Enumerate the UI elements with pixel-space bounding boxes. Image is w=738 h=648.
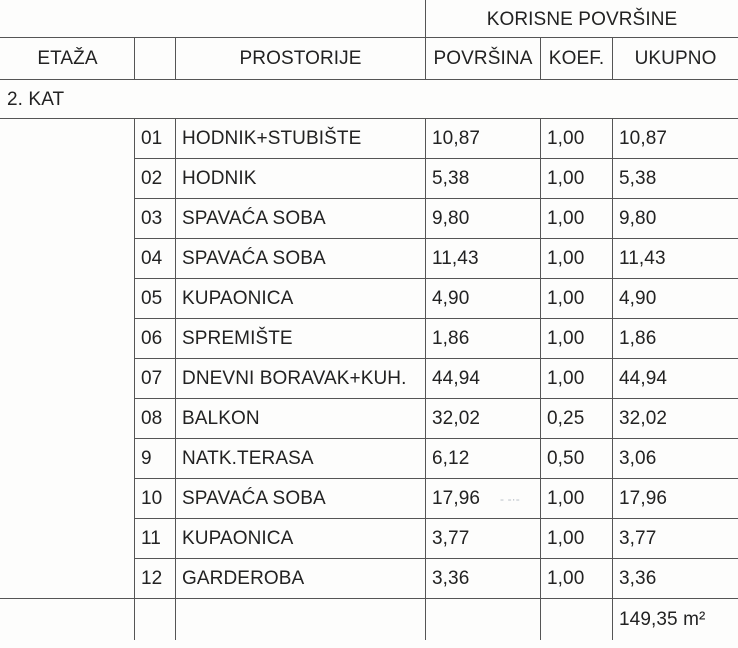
room-total: 5,38	[613, 159, 738, 199]
total-blank	[541, 599, 613, 640]
room-number: 9	[135, 439, 176, 479]
column-header-row	[1, 38, 738, 80]
room-coef: 1,00	[541, 239, 613, 279]
room-total: 3,06	[613, 439, 738, 479]
room-total: 11,43	[613, 239, 738, 279]
group-title: KORISNE POVRŠINE	[426, 1, 738, 38]
table-row	[1, 119, 738, 159]
room-area: 5,38	[426, 159, 541, 199]
room-number: 03	[135, 199, 176, 239]
total-blank	[135, 599, 176, 640]
floor-column-span	[1, 119, 135, 599]
room-number: 06	[135, 319, 176, 359]
room-area: 1,86	[426, 319, 541, 359]
room-number: 01	[135, 119, 176, 159]
room-area: 9,80	[426, 199, 541, 239]
room-total: 44,94	[613, 359, 738, 399]
col-header-no	[135, 38, 176, 80]
room-coef: 0,50	[541, 439, 613, 479]
room-area: 3,77	[426, 519, 541, 559]
pencil-mark-icon: - -·-	[500, 491, 520, 506]
room-name: SPAVAĆA SOBA	[176, 199, 426, 239]
room-area: 3,36	[426, 559, 541, 599]
room-area: 6,12	[426, 439, 541, 479]
room-area: 17,96	[432, 488, 481, 509]
room-name: SPREMIŠTE	[176, 319, 426, 359]
room-coef: 1,00	[541, 279, 613, 319]
header-group-row	[1, 1, 738, 38]
col-header-rooms: PROSTORIJE	[176, 38, 426, 80]
room-name: KUPAONICA	[176, 519, 426, 559]
room-total: 3,36	[613, 559, 738, 599]
room-coef: 0,25	[541, 399, 613, 439]
col-header-coef: KOEF.	[541, 38, 613, 80]
room-total: 4,90	[613, 279, 738, 319]
col-header-floor: ETAŽA	[1, 38, 135, 80]
room-area-cell	[426, 479, 541, 519]
floor-label: 2. KAT	[1, 80, 738, 119]
room-coef: 1,00	[541, 559, 613, 599]
room-total: 9,80	[613, 199, 738, 239]
floor-row	[1, 80, 738, 119]
grand-total: 149,35 m²	[613, 599, 738, 640]
room-coef: 1,00	[541, 119, 613, 159]
room-total: 32,02	[613, 399, 738, 439]
room-number: 10	[135, 479, 176, 519]
room-name: HODNIK	[176, 159, 426, 199]
total-blank	[1, 599, 135, 640]
room-coef: 1,00	[541, 159, 613, 199]
room-name: DNEVNI BORAVAK+KUH.	[176, 359, 426, 399]
header-blank	[135, 1, 176, 38]
room-name: SPAVAĆA SOBA	[176, 239, 426, 279]
room-name: BALKON	[176, 399, 426, 439]
col-header-area: POVRŠINA	[426, 38, 541, 80]
room-coef: 1,00	[541, 359, 613, 399]
room-number: 12	[135, 559, 176, 599]
room-area: 4,90	[426, 279, 541, 319]
total-blank	[176, 599, 426, 640]
room-number: 07	[135, 359, 176, 399]
room-total: 10,87	[613, 119, 738, 159]
room-number: 08	[135, 399, 176, 439]
room-total: 1,86	[613, 319, 738, 359]
room-area: 32,02	[426, 399, 541, 439]
col-header-total: UKUPNO	[613, 38, 738, 80]
room-number: 05	[135, 279, 176, 319]
room-number: 04	[135, 239, 176, 279]
room-coef: 1,00	[541, 319, 613, 359]
total-row	[1, 599, 738, 640]
room-area: 11,43	[426, 239, 541, 279]
room-number: 02	[135, 159, 176, 199]
room-area: 10,87	[426, 119, 541, 159]
room-coef: 1,00	[541, 519, 613, 559]
total-blank	[426, 599, 541, 640]
room-coef: 1,00	[541, 479, 613, 519]
room-area: 44,94	[426, 359, 541, 399]
room-coef: 1,00	[541, 199, 613, 239]
room-name: GARDEROBA	[176, 559, 426, 599]
header-blank	[1, 1, 135, 38]
room-total: 17,96	[613, 479, 738, 519]
room-name: KUPAONICA	[176, 279, 426, 319]
header-blank	[176, 1, 426, 38]
room-total: 3,77	[613, 519, 738, 559]
room-number: 11	[135, 519, 176, 559]
room-name: SPAVAĆA SOBA	[176, 479, 426, 519]
room-name: NATK.TERASA	[176, 439, 426, 479]
room-name: HODNIK+STUBIŠTE	[176, 119, 426, 159]
